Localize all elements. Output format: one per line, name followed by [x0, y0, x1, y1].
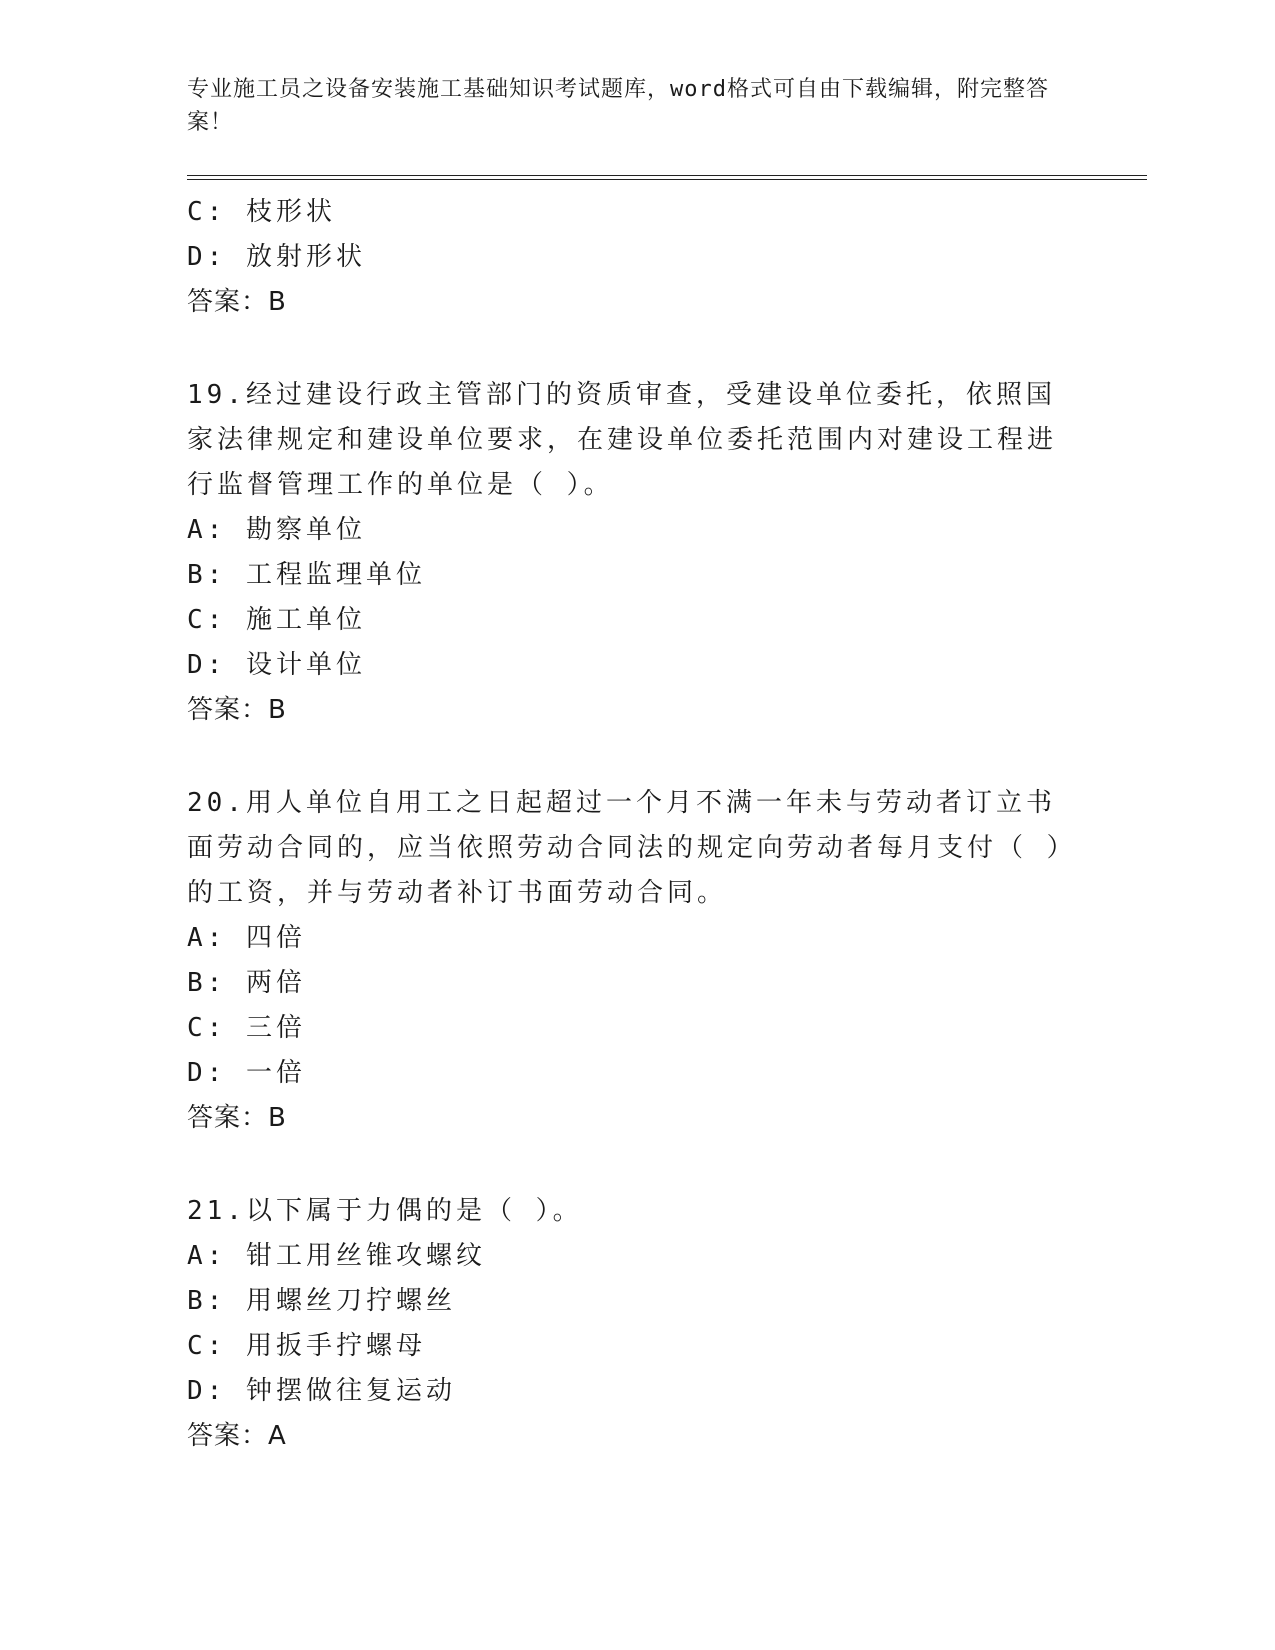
- question-20: [187, 781, 1087, 1141]
- option-b: B: 工程监理单位: [187, 560, 426, 590]
- question-21: [187, 1189, 1087, 1459]
- header-divider: [187, 175, 1147, 180]
- option-a: A: 勘察单位: [187, 515, 366, 545]
- question-text: 19.经过建设行政主管部门的资质审查，受建设单位委托，依照国家法律规定和建设单位要求，在建设单位委托范围内对建设工程进行监督管理工作的单位是（ ）。: [187, 380, 1058, 500]
- question-text: 20.用人单位自用工之日起超过一个月不满一年未与劳动者订立书面劳动合同的，应当依照劳动合同法的规定向劳动者每月支付（ ）的工资，并与劳动者补订书面劳动合同。: [187, 788, 1064, 908]
- spacer: [187, 1141, 1087, 1189]
- question-text: 21.以下属于力偶的是（ ）。: [187, 1196, 583, 1226]
- option-d: D: 设计单位: [187, 650, 366, 680]
- document-body: [187, 190, 1087, 1459]
- answer-line: 答案：B: [187, 695, 287, 725]
- option-c: C: 施工单位: [187, 605, 366, 635]
- spacer: [187, 325, 1087, 373]
- option-b: B: 用螺丝刀拧螺丝: [187, 1286, 456, 1316]
- answer-line: 答案：B: [187, 287, 287, 317]
- option-d: D: 一倍: [187, 1058, 306, 1088]
- option-c: C: 三倍: [187, 1013, 306, 1043]
- spacer: [187, 733, 1087, 781]
- document-header: 专业施工员之设备安装施工基础知识考试题库，word格式可自由下载编辑，附完整答案！: [187, 77, 1049, 135]
- answer-line: 答案：A: [187, 1421, 287, 1451]
- option-c: C: 用扳手拧螺母: [187, 1331, 426, 1361]
- prev-question-tail: [187, 190, 1087, 325]
- option-a: A: 钳工用丝锥攻螺纹: [187, 1241, 486, 1271]
- answer-line: 答案：B: [187, 1103, 287, 1133]
- option-d: D: 钟摆做往复运动: [187, 1376, 456, 1406]
- option-c: C: 枝形状: [187, 197, 336, 227]
- option-b: B: 两倍: [187, 968, 306, 998]
- question-19: [187, 373, 1087, 733]
- option-d: D: 放射形状: [187, 242, 366, 272]
- option-a: A: 四倍: [187, 923, 306, 953]
